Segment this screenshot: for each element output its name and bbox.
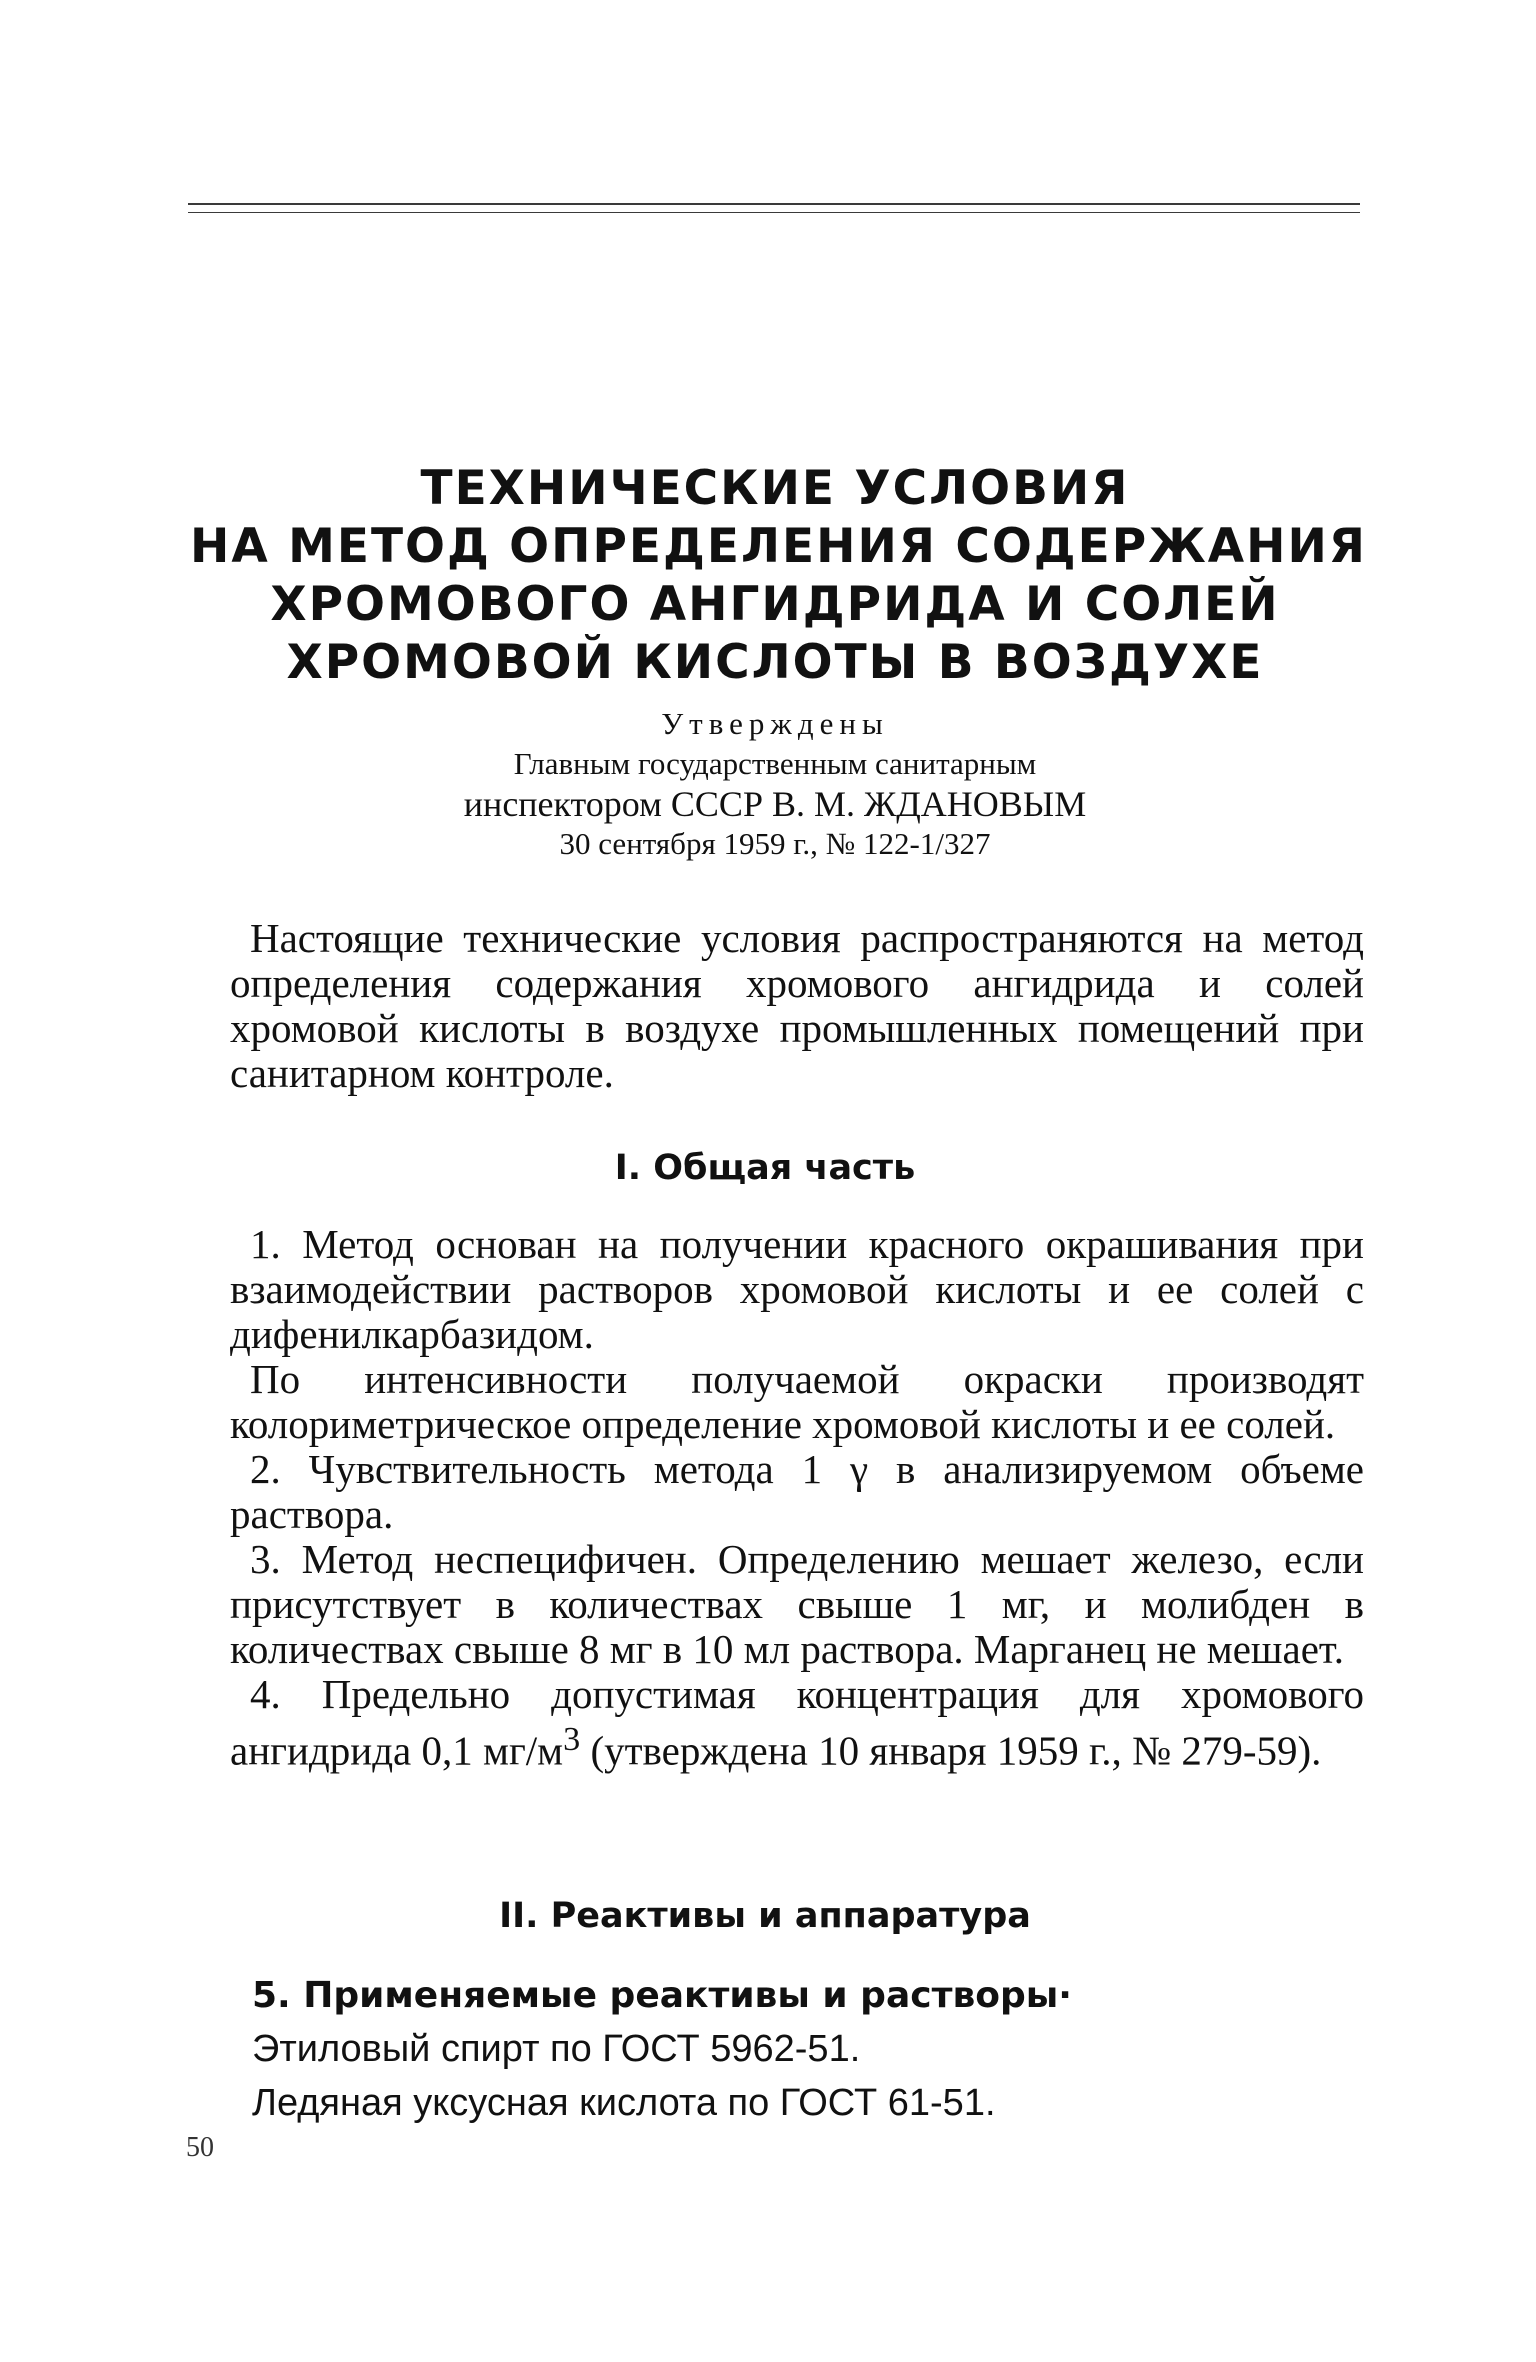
paragraph: 2. Чувствительность метода 1 γ в анализируемом объеме раствора. [230, 1446, 1364, 1537]
document-title [190, 460, 1367, 692]
top-rule [188, 203, 1360, 205]
subsection-heading: 5. Применяемые реактивы и растворы· [252, 1975, 1072, 2016]
page-number: 50 [186, 2132, 214, 2163]
superscript: 3 [563, 1721, 581, 1758]
section-general-body [230, 1222, 1364, 1774]
approval-label: Утверждены [661, 706, 889, 741]
section-heading: II. Реактивы и аппаратура [499, 1896, 1031, 1936]
paragraph: 1. Метод основан на получении красного окрашивания при взаимодействии растворов хромовой кислоты и ее солей с дифенилкарбазидом. [230, 1221, 1364, 1357]
approval-date: 30 сентября 1959 г., № 122-1/327 [559, 826, 991, 861]
approval-by-line: инспектором СССР В. М. ЖДАНОВЫМ [463, 784, 1087, 824]
paragraph-text: (утверждена 10 января 1959 г., № 279-59). [580, 1727, 1322, 1774]
section-heading: I. Общая часть [614, 1148, 916, 1188]
title-line: НА МЕТОД ОПРЕДЕЛЕНИЯ СОДЕРЖАНИЯ [190, 519, 1367, 574]
top-rule-thin [188, 212, 1360, 213]
intro-paragraph: Настоящие технические условия распространяются на метод определения содержания хромового ангидрида и солей хромовой кислоты в воздухе промышленных помещений при санитарном контроле. [230, 915, 1364, 1096]
reagent-item: Ледяная уксусная кислота по ГОСТ 61-51. [252, 2082, 996, 2124]
paragraph-text: 4. Предельно допустимая концентрация для хромового ангидрида 0,1 мг/м [230, 1671, 1364, 1774]
title-line: ТЕХНИЧЕСКИЕ УСЛОВИЯ [420, 461, 1130, 516]
title-line: ХРОМОВОЙ КИСЛОТЫ В ВОЗДУХЕ [286, 635, 1264, 690]
paragraph: По интенсивности получаемой окраски производят колориметрическое определение хромовой кислоты и ее солей. [230, 1356, 1364, 1447]
reagent-list [252, 2022, 996, 2130]
approval-by-line: Главным государственным санитарным [513, 746, 1037, 781]
reagent-item: Этиловый спирт по ГОСТ 5962-51. [252, 2028, 861, 2070]
title-line: ХРОМОВОГО АНГИДРИДА И СОЛЕЙ [270, 577, 1280, 632]
approval-block [190, 704, 1360, 864]
paragraph [230, 1672, 1364, 1774]
paragraph: 3. Метод неспецифичен. Определению мешает железо, если присутствует в количествах свыше 1 мг, и молибден в количествах свыше 8 мг в 10 мл раствора. Марганец не мешает. [230, 1536, 1364, 1672]
